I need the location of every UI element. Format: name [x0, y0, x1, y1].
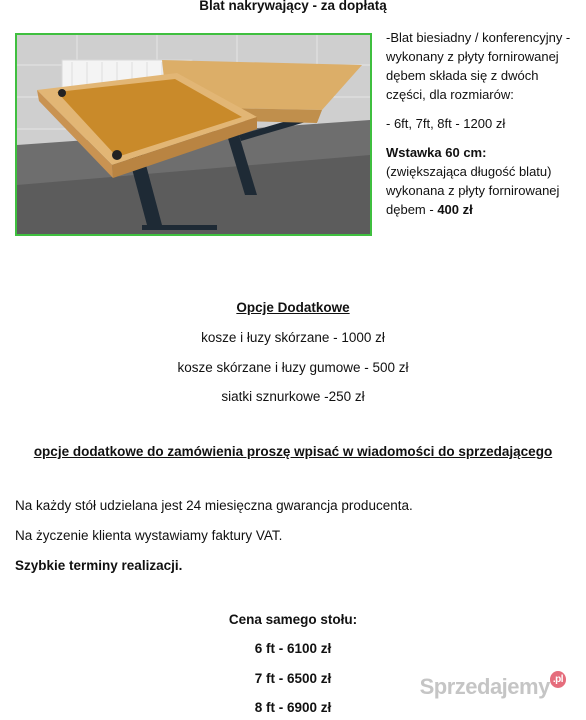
option-item: kosze skórzane i łuzy gumowe - 500 zł — [177, 360, 409, 375]
price-heading: Cena samego stołu: — [228, 612, 358, 627]
desc-main: -Blat biesiadny / konferencyjny - wykonany z płyty fornirowanej dębem składa się z dwóch części, dla rozmiarów: — [386, 30, 571, 102]
insert-title: Wstawka 60 cm: — [386, 145, 487, 160]
watermark-logo — [420, 674, 566, 700]
warranty-text: Na każdy stół udzielana jest 24 miesięczna gwarancja producenta. — [15, 498, 413, 513]
price-item: 7 ft - 6500 zł — [254, 671, 332, 686]
watermark-badge: .pl — [550, 671, 566, 688]
vat-text: Na życzenie klienta wystawiamy faktury VAT. — [15, 528, 283, 543]
price-item: 6 ft - 6100 zł — [254, 641, 332, 656]
fast-delivery-text: Szybkie terminy realizacji. — [15, 558, 183, 573]
watermark-text: Sprzedajemy — [419, 674, 550, 699]
desc-sizes: - 6ft, 7ft, 8ft - 1200 zł — [386, 116, 506, 131]
options-notice: opcje dodatkowe do zamówienia proszę wpisać w wiadomości do sprzedającego — [33, 444, 553, 459]
insert-price: 400 zł — [437, 202, 473, 217]
options-heading: Opcje Dodatkowe — [236, 300, 350, 315]
option-item: siatki sznurkowe -250 zł — [221, 389, 365, 404]
product-photo — [15, 33, 372, 236]
pool-table-image — [17, 35, 370, 234]
insert-text: (zwiększająca długość blatu) wykonana z płyty fornirowanej dębem - — [386, 164, 560, 217]
page-title: Blat nakrywający - za dopłatą — [199, 0, 387, 13]
price-item: 8 ft - 6900 zł — [254, 700, 332, 715]
option-item: kosze i łuzy skórzane - 1000 zł — [201, 330, 385, 345]
insert-desc — [386, 162, 581, 219]
description-block — [386, 28, 581, 219]
